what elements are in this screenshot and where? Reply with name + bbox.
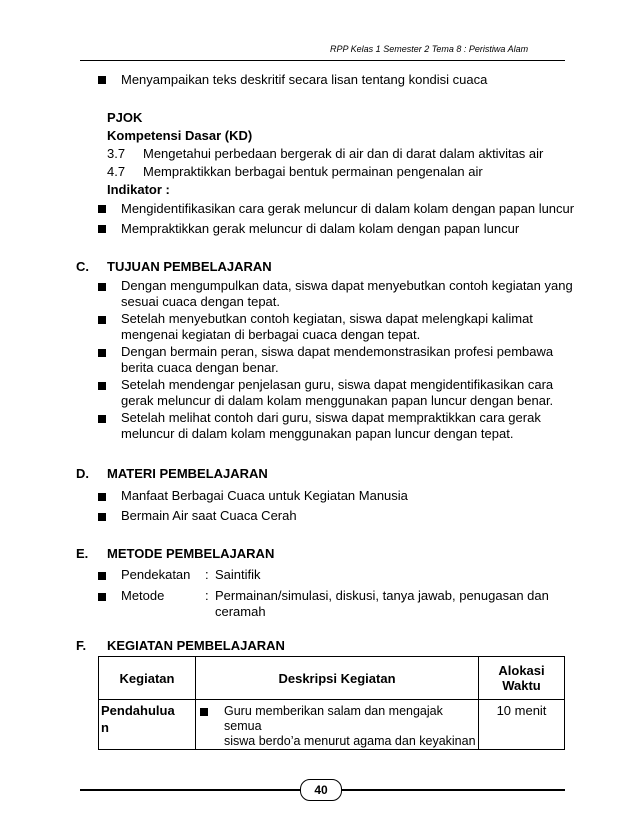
materi-item: Manfaat Berbagai Cuaca untuk Kegiatan Manusia [121, 488, 408, 503]
tujuan-line: Setelah melihat contoh dari guru, siswa dapat mempraktikkan cara gerak [121, 410, 541, 425]
kegiatan-line: Pendahulua [101, 703, 175, 718]
metode-colon: : [205, 588, 209, 603]
kd-text: Mempraktikkan berbagai bentuk permainan pengenalan air [143, 164, 483, 179]
metode-line: Permainan/simulasi, diskusi, tanya jawab, penugasan dan [215, 588, 549, 603]
waktu-value: 10 menit [496, 703, 547, 718]
bullet-square-icon [98, 205, 106, 213]
tujuan-line: mengenai kegiatan di berbagai cuaca dengan tepat. [121, 327, 421, 342]
tujuan-line: gerak meluncur di dalam kolam menggunakan papan luncur dengan benar. [121, 393, 554, 408]
running-header: RPP Kelas 1 Semester 2 Tema 8 : Peristiwa Alam [330, 44, 529, 54]
tujuan-item [121, 377, 553, 409]
table-row [99, 700, 565, 750]
indikator-item: Mengidentifikasikan cara gerak meluncur di dalam kolam dengan papan luncur [121, 201, 575, 216]
bullet-square-icon [98, 316, 106, 324]
kd-number: 3.7 [107, 146, 126, 161]
bullet-square-icon [98, 415, 106, 423]
header-rule [80, 60, 565, 61]
tujuan-line: Setelah menyebutkan contoh kegiatan, siswa dapat melengkapi kalimat [121, 311, 533, 326]
bullet-square-icon [98, 382, 106, 390]
tujuan-item [121, 311, 533, 343]
bullet-square-icon [98, 493, 106, 501]
section-f-letter: F. [76, 638, 87, 653]
metode-value: Saintifik [215, 567, 261, 582]
bullet-square-icon [98, 593, 106, 601]
indikator-item: Mempraktikkan gerak meluncur di dalam kolam dengan papan luncur [121, 221, 520, 236]
bullet-square-icon [98, 572, 106, 580]
section-d-title: MATERI PEMBELAJARAN [107, 466, 268, 481]
bullet-square-icon [98, 76, 106, 84]
tujuan-item [121, 344, 553, 376]
tujuan-item [121, 278, 573, 310]
section-d-letter: D. [76, 466, 89, 481]
metode-value [215, 588, 549, 620]
tujuan-line: Dengan mengumpulkan data, siswa dapat menyebutkan contoh kegiatan yang [121, 278, 573, 293]
metode-line: ceramah [215, 604, 266, 619]
cell-waktu [479, 700, 565, 750]
tujuan-item [121, 410, 541, 442]
header-deskripsi-label: Deskripsi Kegiatan [278, 670, 396, 686]
section-e-title: METODE PEMBELAJARAN [107, 546, 275, 561]
bullet-square-icon [200, 708, 208, 716]
metode-label: Pendekatan [121, 567, 191, 582]
header-alokasi-line: Waktu [502, 678, 541, 693]
tujuan-line: berita cuaca dengan benar. [121, 360, 279, 375]
tujuan-line: Dengan bermain peran, siswa dapat mendemonstrasikan profesi pembawa [121, 344, 554, 359]
metode-label: Metode [121, 588, 165, 603]
tujuan-line: meluncur di dalam kolam menggunakan papan luncur dengan tepat. [121, 426, 514, 441]
header-alokasi [479, 657, 565, 700]
deskripsi-line: Guru memberikan salam dan mengajak semua [224, 704, 443, 733]
bullet-square-icon [98, 283, 106, 291]
indikator-title: Indikator : [107, 182, 170, 197]
kd-text: Mengetahui perbedaan bergerak di air dan di darat dalam aktivitas air [143, 146, 544, 161]
bullet-square-icon [98, 513, 106, 521]
bullet-square-icon [98, 225, 106, 233]
pjok-title: PJOK [107, 110, 143, 125]
header-kegiatan [99, 657, 196, 700]
kd-title: Kompetensi Dasar (KD) [107, 128, 253, 143]
kegiatan-table [98, 656, 565, 750]
metode-colon: : [205, 567, 209, 582]
section-e-letter: E. [76, 546, 89, 561]
section-c-title: TUJUAN PEMBELAJARAN [107, 259, 272, 274]
cell-kegiatan [99, 700, 196, 750]
table-header-row [99, 657, 565, 700]
tujuan-line: Setelah mendengar penjelasan guru, siswa dapat mengidentifikasikan cara [121, 377, 554, 392]
cell-deskripsi [196, 700, 479, 750]
header-deskripsi [196, 657, 479, 700]
intro-bullet-text: Menyampaikan teks deskritif secara lisan tentang kondisi cuaca [121, 72, 488, 87]
section-f-title: KEGIATAN PEMBELAJARAN [107, 638, 285, 653]
bullet-square-icon [98, 349, 106, 357]
header-alokasi-line: Alokasi [498, 663, 545, 678]
header-kegiatan-label: Kegiatan [119, 670, 175, 686]
materi-item: Bermain Air saat Cuaca Cerah [121, 508, 297, 523]
section-c-letter: C. [76, 259, 89, 274]
page-number: 40 [300, 779, 342, 801]
deskripsi-line: siswa berdo’a menurut agama dan keyakinan [224, 734, 476, 748]
kd-number: 4.7 [107, 164, 126, 179]
tujuan-line: sesuai cuaca dengan tepat. [121, 294, 281, 309]
kegiatan-line: n [101, 720, 109, 735]
